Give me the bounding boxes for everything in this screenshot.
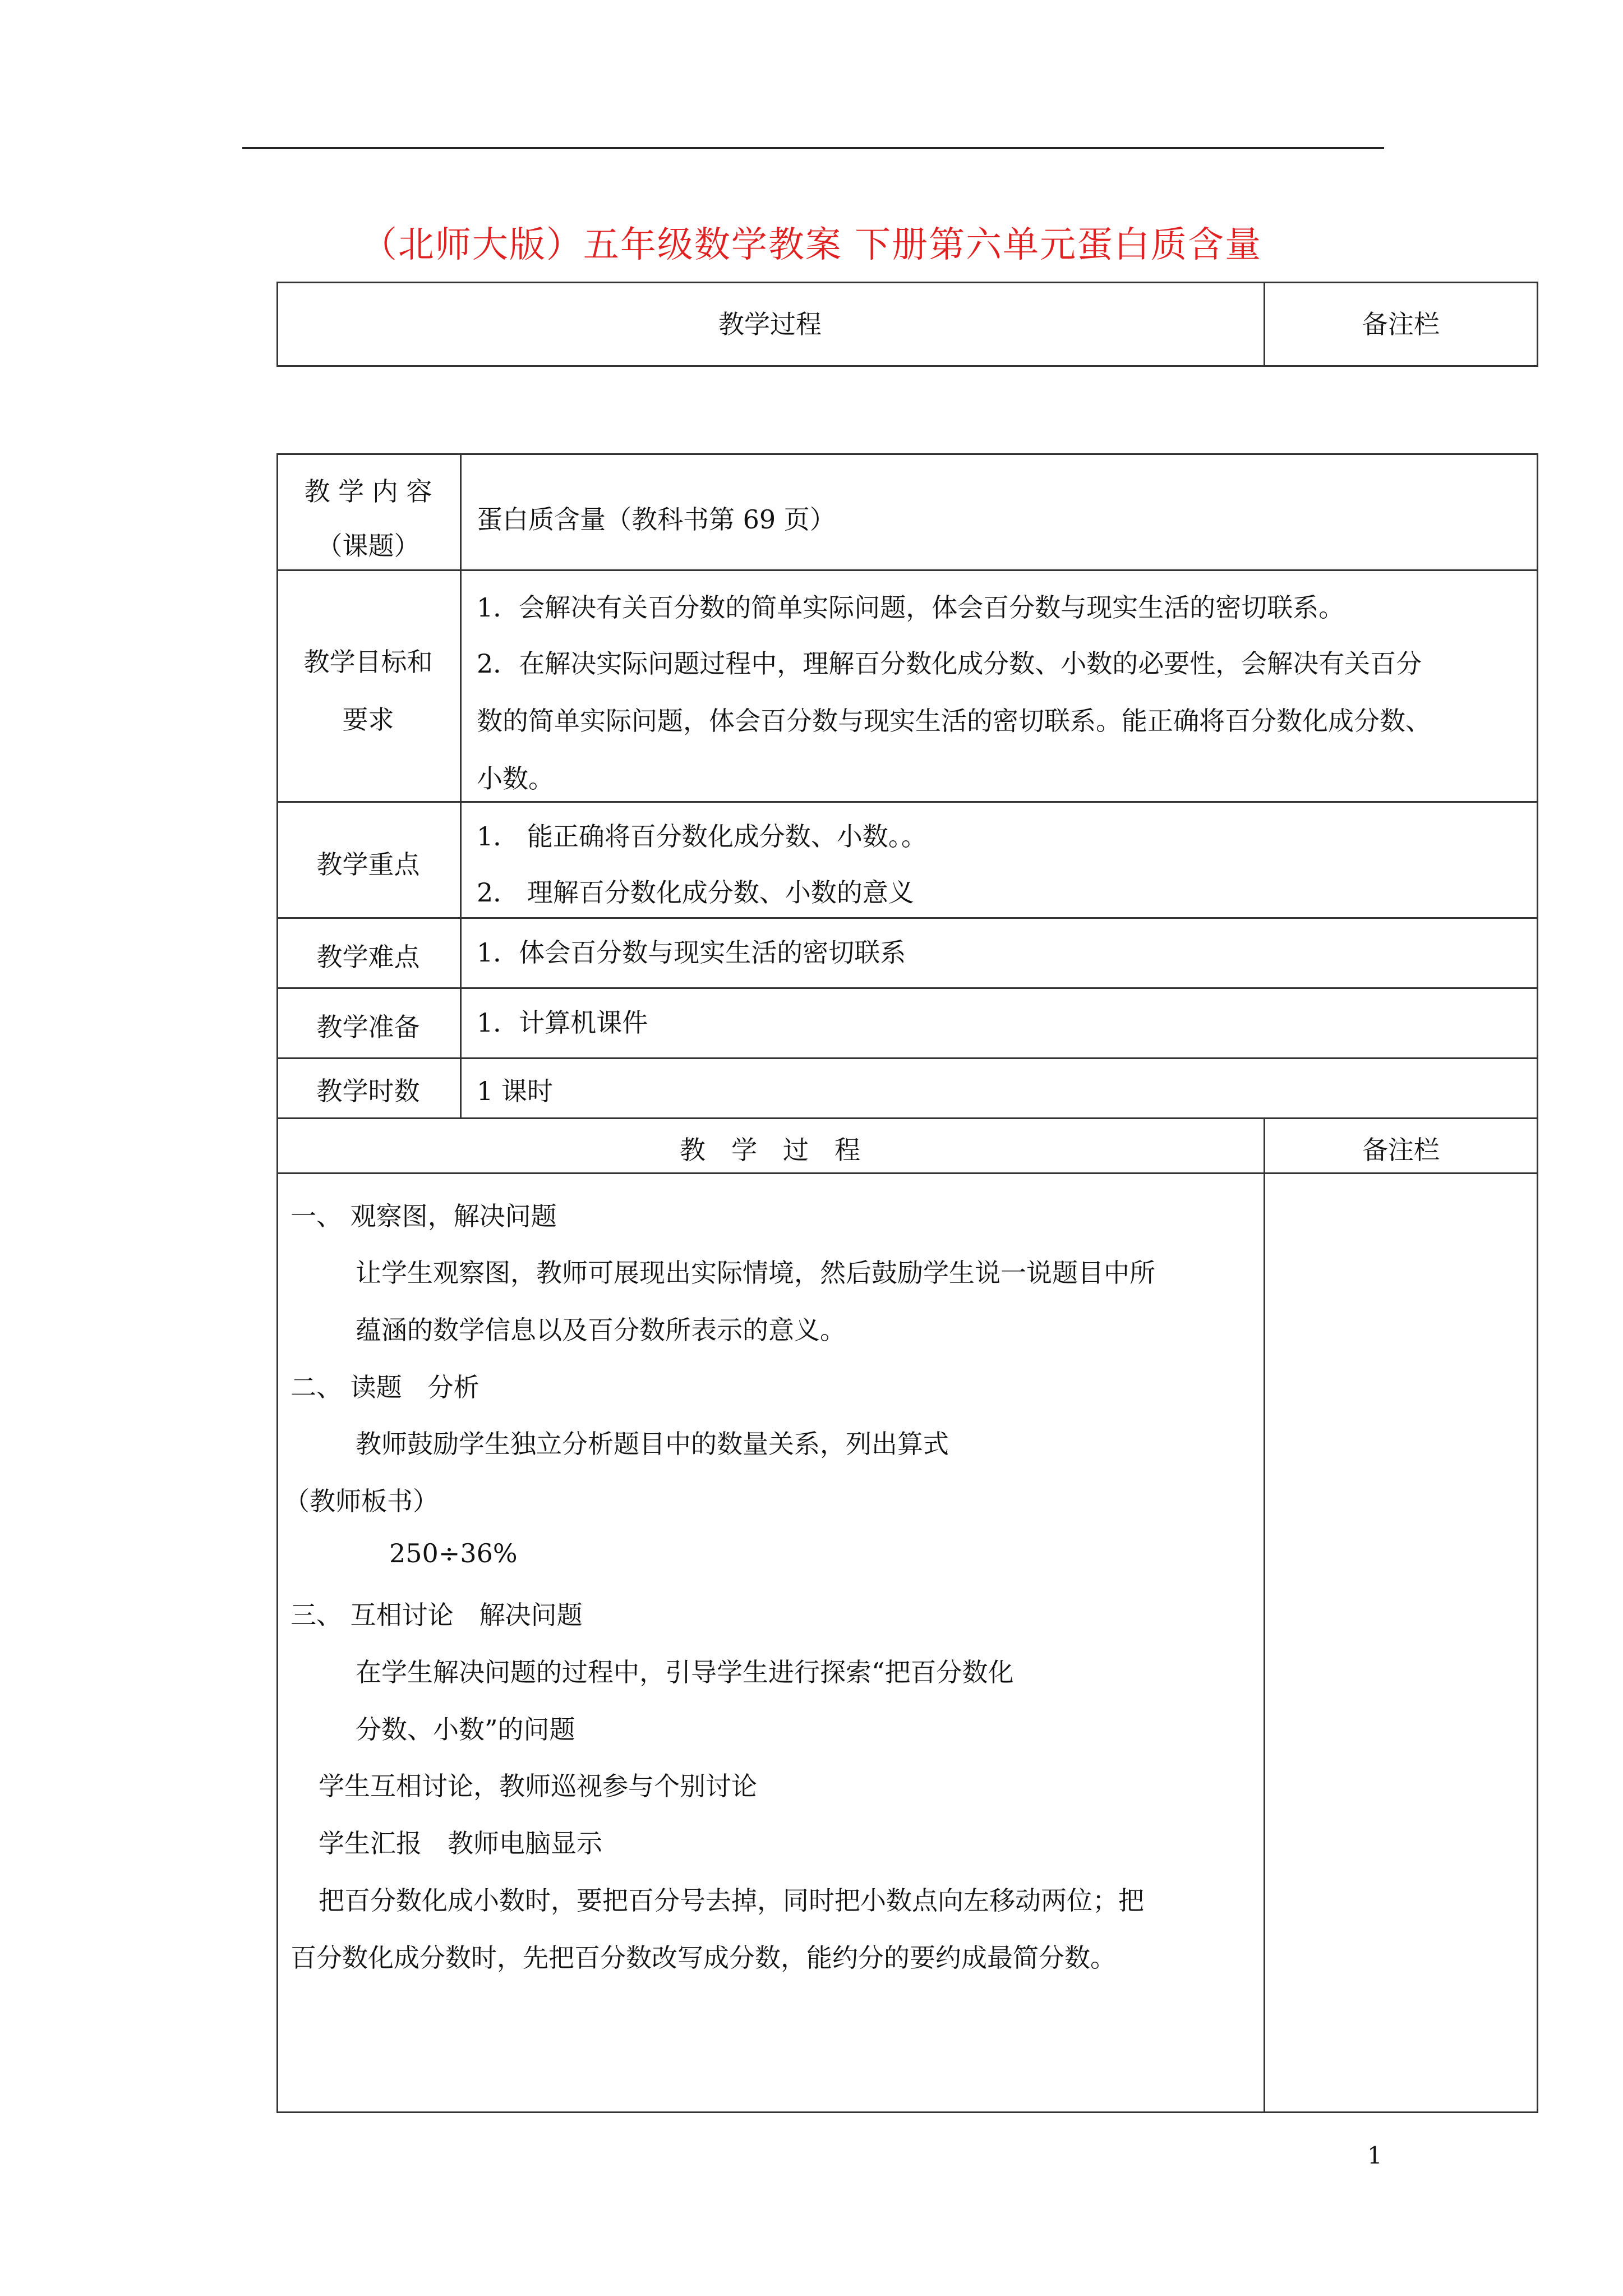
process-line: 250÷36%	[389, 1538, 518, 1568]
process-line: 三、 互相讨论 解决问题	[291, 1600, 583, 1630]
process-header-separator	[276, 1172, 1538, 1174]
row-content-hours: 1 课时	[477, 1076, 553, 1106]
header-rule	[242, 147, 1384, 149]
info-table	[276, 453, 1538, 1119]
row-label-objectives-sub: 要求	[342, 705, 394, 735]
process-line: （教师板书）	[284, 1486, 439, 1516]
page-number: 1	[1367, 2142, 1382, 2169]
row-content-preparation: 1．计算机课件	[477, 1007, 648, 1038]
info-row-separator	[276, 569, 1538, 571]
row-content-key-points-line: 1． 能正确将百分数化成分数、小数。。	[477, 821, 927, 852]
process-remarks-label: 备注栏	[1362, 1135, 1440, 1165]
row-content-objectives-line: 数的简单实际问题，体会百分数与现实生活的密切联系。能正确将百分数化成分数、	[477, 706, 1431, 736]
row-content-objectives-line: 2．在解决实际问题过程中，理解百分数化成分数、小数的必要性，会解决有关百分	[477, 648, 1422, 679]
process-line: 把百分数化成小数时，要把百分号去掉，同时把小数点向左移动两位；把	[319, 1885, 1144, 1916]
document-title: （北师大版）五年级数学教案 下册第六单元蛋白质含量	[361, 224, 1262, 266]
row-label-difficulties: 教学难点	[316, 942, 420, 972]
row-label-topic: 教 学 内 容	[304, 476, 432, 507]
process-line: 学生汇报 教师电脑显示	[319, 1828, 602, 1858]
row-content-difficulties: 1．体会百分数与现实生活的密切联系	[477, 937, 906, 968]
row-label-topic-sub: （课题）	[316, 531, 420, 561]
info-row-separator	[276, 1057, 1538, 1059]
process-line: 一、 观察图，解决问题	[291, 1201, 557, 1231]
process-line: 在学生解决问题的过程中，引导学生进行探索“把百分数化	[356, 1657, 1014, 1687]
header-process-label: 教学过程	[718, 309, 822, 339]
row-label-preparation: 教学准备	[316, 1012, 420, 1042]
row-content-key-points-line: 2． 理解百分数化成分数、小数的意义	[477, 877, 914, 908]
process-line: 教师鼓励学生独立分析题目中的数量关系，列出算式	[356, 1429, 949, 1459]
process-line: 蕴涵的数学信息以及百分数所表示的意义。	[356, 1315, 846, 1345]
process-line: 学生互相讨论，教师巡视参与个别讨论	[319, 1771, 757, 1801]
row-label-hours: 教学时数	[316, 1076, 420, 1106]
process-line: 二、 读题 分析	[291, 1372, 479, 1402]
header-remarks-label: 备注栏	[1362, 309, 1440, 339]
row-content-topic: 蛋白质含量（教科书第 69 页）	[477, 504, 836, 535]
process-line: 百分数化成分数时，先把百分数改写成分数，能约分的要约成最简分数。	[291, 1943, 1116, 1973]
info-table-divider	[460, 453, 462, 1119]
row-label-objectives: 教学目标和	[303, 647, 433, 677]
process-table-divider	[1264, 1117, 1265, 2113]
info-row-separator	[276, 801, 1538, 803]
row-label-key-points: 教学重点	[316, 849, 420, 880]
info-row-separator	[276, 987, 1538, 989]
row-content-objectives-line: 1．会解决有关百分数的简单实际问题，体会百分数与现实生活的密切联系。	[477, 592, 1345, 623]
info-row-separator	[276, 917, 1538, 919]
process-line: 分数、小数”的问题	[356, 1714, 575, 1745]
row-content-objectives-line: 小数。	[477, 763, 554, 794]
process-header-label: 教 学 过 程	[680, 1135, 860, 1165]
process-line: 让学生观察图，教师可展现出实际情境，然后鼓励学生说一说题目中所	[356, 1258, 1155, 1288]
